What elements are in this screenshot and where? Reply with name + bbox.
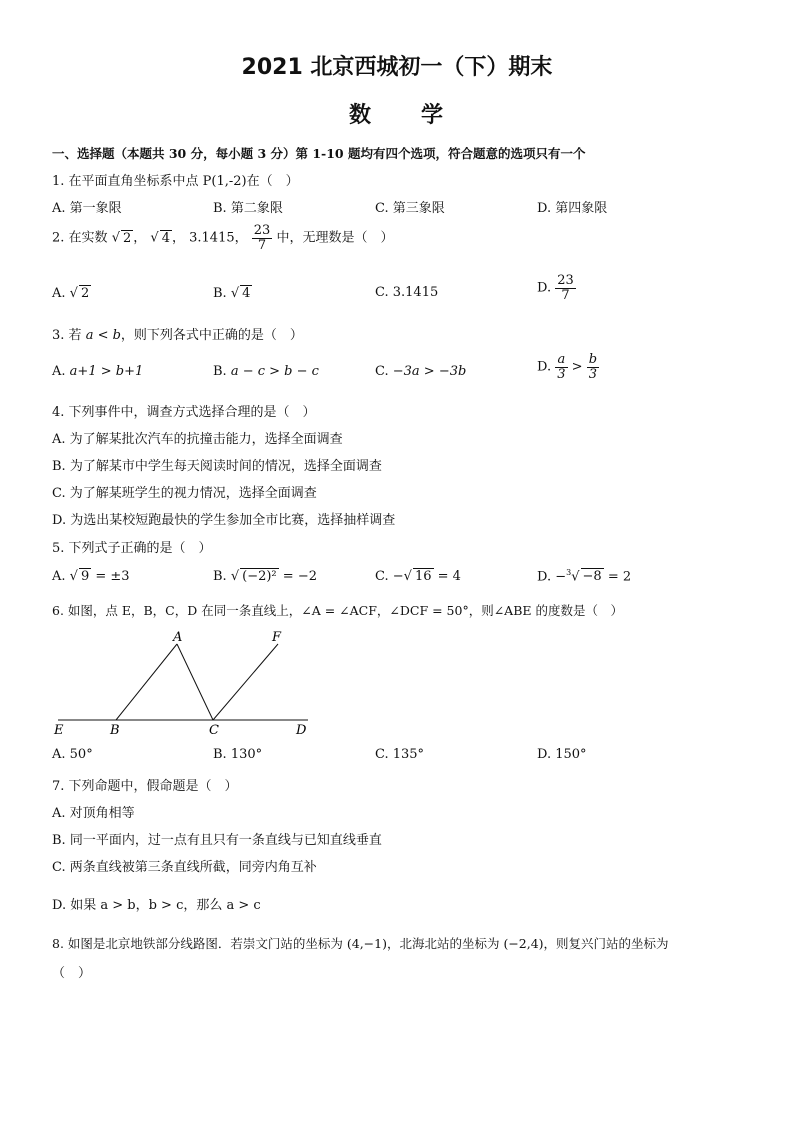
section-heading: 一、选择题（本题共 30 分，每小题 3 分）第 1-10 题均有四个选项，符合题意的选项只有一个 [52, 146, 586, 161]
question-1-option-b: B. 第二象限 [213, 201, 283, 216]
question-2-option-b: B. √ 4 [213, 286, 251, 301]
question-4-option-c: C. 为了解某班学生的视力情况，选择全面调查 [52, 486, 317, 501]
q2-fraction: $\frac{23}{7}$ [253, 223, 271, 253]
subject-title: 数 学 [348, 103, 445, 128]
point-label-d: D [296, 723, 307, 738]
q2-stem-pre: 2. 在实数 [52, 230, 108, 246]
question-4-option-b: B. 为了解某市中学生每天阅读时间的情况，选择全面调查 [52, 459, 382, 474]
question-8-stem-line2: （ ） [52, 966, 92, 981]
question-2-stem: 2. 在实数 √ 2 ， √ 4 ， 3.1415， $\frac{23}{7}$ 中，无理数是（ ） [52, 223, 394, 253]
question-3-option-b: B. a − c > b − c [213, 364, 319, 379]
q3-condition: a < b [85, 328, 121, 343]
question-6-stem: 6. 如图，点 E，B，C，D 在同一条直线上，∠A = ∠ACF，∠DCF = 50°，则∠ABE 的度数是（ ） [52, 603, 623, 618]
point-label-e: E [54, 723, 64, 738]
point-label-f: F [272, 630, 282, 645]
question-1-option-d: D. 第四象限 [537, 201, 608, 216]
question-3-stem: 3. 若 a < b，则下列各式中正确的是（ ） [52, 328, 303, 343]
question-5-option-b: B. √ (−2)² = −2 [213, 569, 317, 584]
question-2-option-c: C. 3.1415 [375, 285, 439, 300]
question-6-option-c: C. 135° [375, 747, 425, 762]
question-1-option-c: C. 第三象限 [375, 201, 445, 216]
question-7-option-d: D. 如果 a > b，b > c，那么 a > c [52, 898, 261, 913]
point-label-a: A [173, 630, 183, 645]
question-4-option-a: A. 为了解某批次汽车的抗撞击能力，选择全面调查 [52, 432, 343, 447]
exam-title: 2021 北京西城初一（下）期末 [241, 55, 553, 80]
segment-BA [116, 644, 177, 720]
question-2-option-a: A. √ 2 [52, 286, 90, 301]
question-2-option-d: D. $\frac{23}{7}$ [537, 273, 574, 303]
question-6-option-d: D. 150° [537, 747, 587, 762]
point-label-b: B [110, 723, 120, 738]
question-4-option-d: D. 为选出某校短跑最快的学生参加全市比赛，选择抽样调查 [52, 513, 396, 528]
question-5-option-d: D. −$^3$√ −8 = 2 [537, 568, 632, 585]
point-label-c: C [209, 723, 219, 738]
ray-CF [213, 644, 278, 720]
q2-decimal: 3.1415， [189, 230, 248, 246]
question-6-option-a: A. 50° [52, 747, 93, 762]
segment-AC [177, 644, 213, 720]
question-1-option-a: A. 第一象限 [52, 201, 122, 216]
question-3-option-c: C. −3a > −3b [375, 364, 467, 379]
question-7-option-b: B. 同一平面内，过一点有且只有一条直线与已知直线垂直 [52, 833, 382, 848]
q2-sqrt4: 4 [161, 230, 170, 246]
q2-sqrt2: 2 [122, 230, 132, 246]
q6-geometry-figure [50, 626, 320, 742]
question-6-option-b: B. 130° [213, 747, 263, 762]
question-7-option-a: A. 对顶角相等 [52, 806, 135, 821]
q2-stem-post: 中，无理数是（ ） [276, 230, 394, 246]
question-7-stem: 7. 下列命题中，假命题是（ ） [52, 779, 238, 794]
question-1-stem: 1. 在平面直角坐标系中点 P(1,-2)在（ ） [52, 174, 299, 189]
question-3-option-d: D. $\frac{a}{3}$ > $\frac{b}{3}$ [537, 352, 598, 382]
question-4-stem: 4. 下列事件中，调查方式选择合理的是（ ） [52, 405, 316, 420]
question-5-option-a: A. √ 9 = ±3 [52, 569, 130, 584]
question-5-option-c: C. −√ 16 = 4 [375, 569, 461, 584]
question-5-stem: 5. 下列式子正确的是（ ） [52, 541, 212, 556]
question-8-stem-line1: 8. 如图是北京地铁部分线路图．若崇文门站的坐标为 (4,−1)，北海北站的坐标为 (−2,4)，则复兴门站的坐标为 [52, 936, 669, 951]
question-3-option-a: A. a+1 > b+1 [52, 364, 144, 379]
question-7-option-c: C. 两条直线被第三条直线所截，同旁内角互补 [52, 860, 317, 875]
